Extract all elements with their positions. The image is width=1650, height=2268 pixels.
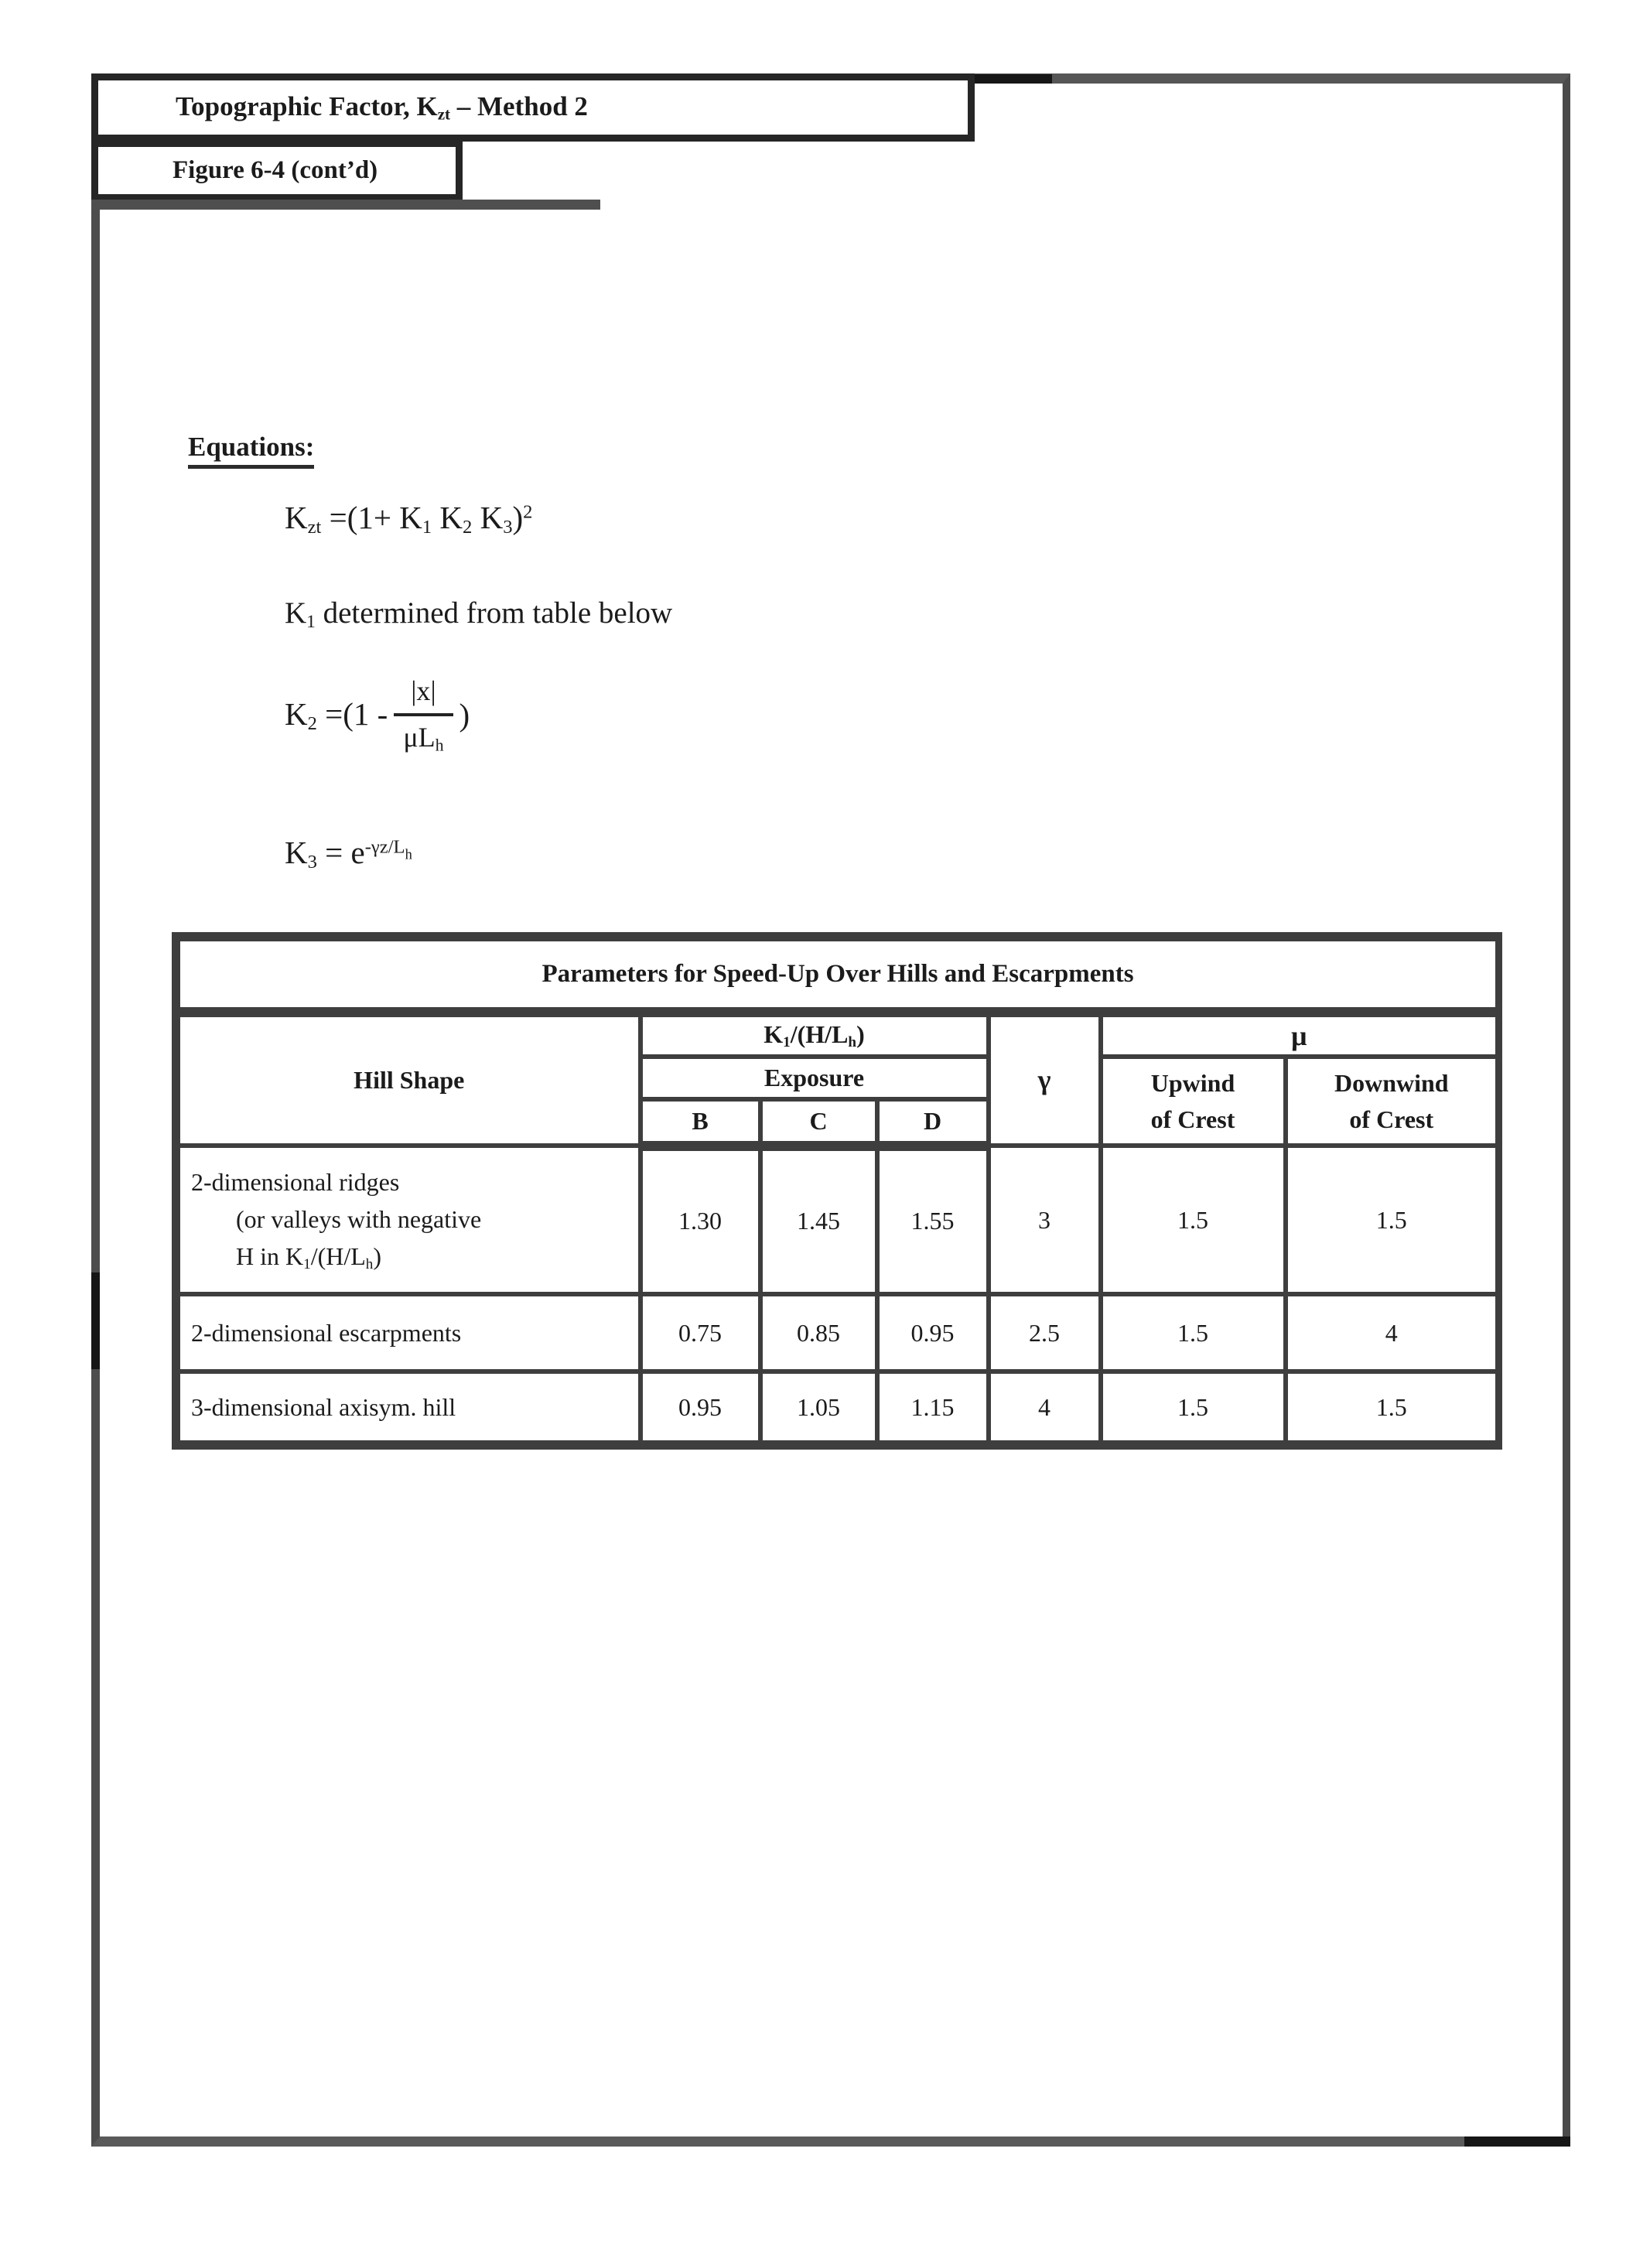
value-exposure-b: 0.75 (641, 1294, 760, 1371)
value-downwind: 1.5 (1286, 1146, 1499, 1294)
column-header-exposure-b: B (641, 1099, 760, 1146)
value-exposure-b: 0.95 (641, 1371, 760, 1445)
value-upwind: 1.5 (1101, 1146, 1286, 1294)
column-group-mu: μ (1101, 1012, 1499, 1057)
upwind-line-1: Upwind (1150, 1069, 1235, 1098)
figure-box (91, 140, 463, 201)
fraction-numerator: |x| (411, 675, 436, 706)
downwind-line-1: Downwind (1334, 1069, 1449, 1098)
value-exposure-d: 1.15 (877, 1371, 989, 1445)
hill-shape-line: H in K1/(H/Lh) (236, 1242, 382, 1272)
hill-shape-cell (176, 1294, 641, 1371)
value-gamma: 4 (989, 1371, 1101, 1445)
title-box (91, 73, 975, 142)
hill-shape-line: 3-dimensional axisym. hill (191, 1393, 456, 1421)
equation-k2-fraction (394, 675, 453, 755)
column-header-hill-shape: Hill Shape (176, 1012, 641, 1146)
fraction-denominator: μLh (394, 713, 453, 755)
value-downwind: 1.5 (1286, 1371, 1499, 1445)
column-header-exposure-d: D (877, 1099, 989, 1146)
parameters-table (172, 932, 1502, 1450)
equation-k1-note: K1 determined from table below (285, 596, 673, 632)
column-group-exposure: Exposure (641, 1057, 989, 1099)
column-header-exposure-c: C (760, 1099, 877, 1146)
equation-k2-lhs: K2 =(1 - (285, 695, 388, 734)
equation-k2 (285, 675, 470, 755)
value-upwind: 1.5 (1101, 1371, 1286, 1445)
column-header-upwind-of-crest (1101, 1057, 1286, 1146)
upwind-line-2: of Crest (1150, 1105, 1235, 1133)
table-title: Parameters for Speed-Up Over Hills and Escarpments (176, 937, 1499, 1012)
scan-artifact (1464, 2136, 1570, 2147)
table-row-axisym-hill (176, 1371, 1499, 1445)
value-exposure-d: 0.95 (877, 1294, 989, 1371)
equations-heading: Equations: (188, 432, 314, 469)
page-title: Topographic Factor, Kzt – Method 2 (176, 91, 588, 124)
column-header-downwind-of-crest (1286, 1057, 1499, 1146)
hill-shape-line: 2-dimensional ridges (191, 1168, 400, 1197)
hill-shape-cell (176, 1371, 641, 1445)
column-header-gamma: γ (989, 1012, 1101, 1146)
value-gamma: 2.5 (989, 1294, 1101, 1371)
value-gamma: 3 (989, 1146, 1101, 1294)
hill-shape-line: 2-dimensional escarpments (191, 1319, 462, 1347)
hill-shape-line: (or valleys with negative (236, 1205, 482, 1234)
column-group-k1-ratio: K1/(H/Lh) (641, 1012, 989, 1057)
value-exposure-c: 1.05 (760, 1371, 877, 1445)
equation-k2-rparen: ) (459, 697, 470, 733)
value-upwind: 1.5 (1101, 1294, 1286, 1371)
value-exposure-d: 1.55 (877, 1146, 989, 1294)
equation-kzt: Kzt =(1+ K1 K2 K3)$^2$ (285, 500, 533, 538)
scan-artifact (91, 1272, 100, 1369)
figure-box-underbar (91, 200, 600, 210)
equation-k3: $K3 = e^{-\gamma z/L}h$ (285, 835, 412, 873)
downwind-line-2: of Crest (1349, 1105, 1434, 1133)
table-row-ridges (176, 1146, 1499, 1294)
value-exposure-c: 0.85 (760, 1294, 877, 1371)
table-row-escarpments (176, 1294, 1499, 1371)
figure-label: Figure 6-4 (cont’d) (173, 156, 378, 184)
hill-shape-cell (176, 1146, 641, 1294)
value-exposure-b: 1.30 (641, 1146, 760, 1294)
value-exposure-c: 1.45 (760, 1146, 877, 1294)
value-downwind: 4 (1286, 1294, 1499, 1371)
